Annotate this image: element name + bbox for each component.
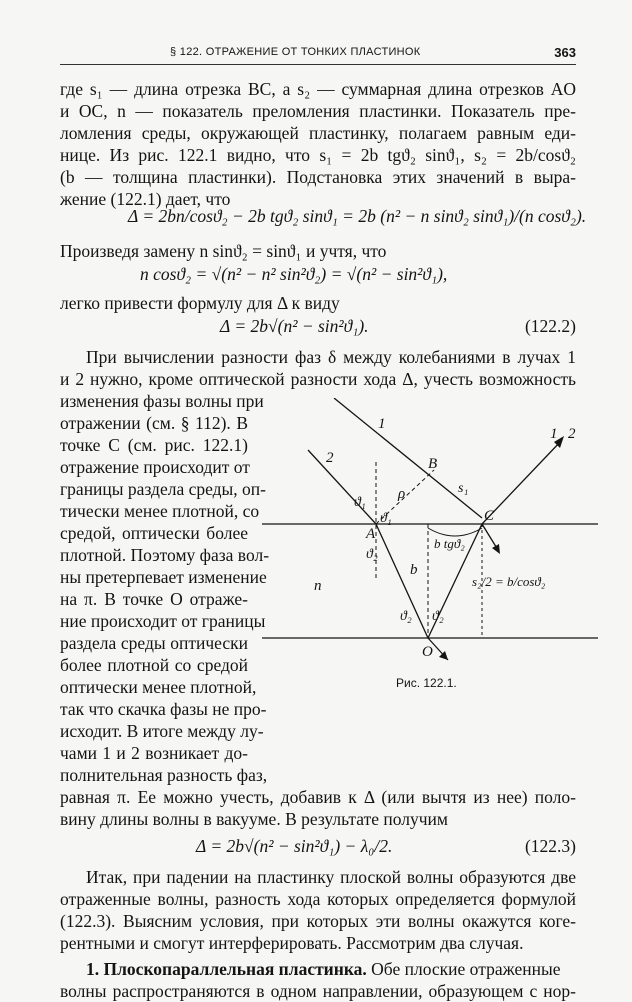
text-line: отражение происходит от bbox=[60, 457, 250, 477]
text-line: на π. В точке O отраже- bbox=[60, 589, 248, 609]
text-line: исходит. В итоге между лу- bbox=[60, 721, 264, 741]
text-line: и OC, n — показатель преломления пластинки. Показатель пре- bbox=[60, 101, 576, 121]
equation-number: (122.3) bbox=[524, 836, 576, 856]
equation-122-3: Δ = 2b√(n² − sin²ϑ₁) − λ₀/2. bbox=[196, 836, 393, 856]
label-ray1: 1 bbox=[378, 416, 386, 432]
label-theta2: ϑ₂ bbox=[432, 609, 444, 624]
label-theta2: ϑ₂ bbox=[366, 547, 378, 562]
text-line: чами 1 и 2 возникает до- bbox=[60, 743, 248, 763]
equation-ncos: n cosϑ₂ = √(n² − n² sin²ϑ₂) = √(n² − sin²ϑ₁), bbox=[140, 264, 448, 284]
section-text: Обе плоские отраженные bbox=[366, 959, 561, 979]
text-line: тически менее плотной, со bbox=[60, 501, 260, 521]
figure-thin-plate bbox=[262, 398, 598, 678]
text-line: жение (122.1) дает, что bbox=[60, 189, 231, 209]
text-line: изменения фазы волны при bbox=[60, 391, 264, 411]
text-line: (b — толщина пластинки). Подстановка этих значений в выра- bbox=[60, 167, 576, 187]
label-O: O bbox=[422, 644, 433, 660]
text-line: и 2 нужно, кроме оптической разности хода Δ, учесть возможность bbox=[60, 369, 576, 389]
label-btg: b tgϑ₂ bbox=[434, 536, 465, 551]
text-line: вину длины волны в вакууме. В результате получим bbox=[60, 809, 448, 829]
incident-ray-2 bbox=[308, 450, 376, 524]
label-theta1: ϑ₁ bbox=[354, 495, 366, 510]
page-number: 363 bbox=[554, 45, 576, 60]
equation-122-2: Δ = 2b√(n² − sin²ϑ₁). bbox=[220, 316, 369, 336]
equation-delta: Δ = 2bn/cosϑ₂ − 2b tgϑ₂ sinϑ₁ = 2b (n² − n sinϑ₂ sinϑ₁)/(n cosϑ₂). bbox=[128, 206, 587, 226]
text-line: рентными и смогут интерферировать. Рассмотрим два случая. bbox=[60, 933, 524, 953]
label-B: B bbox=[428, 456, 438, 472]
text-line: Итак, при падении на пластинку плоской волны образуются две bbox=[86, 867, 576, 887]
text-line: (122.3). Выясним условия, при которых эти волны окажутся коге- bbox=[60, 911, 576, 931]
text-line: точке C (см. рис. 122.1) bbox=[60, 435, 248, 455]
text-line: средой, оптически более bbox=[60, 523, 248, 543]
label-C: C bbox=[484, 508, 495, 524]
text-line: нице. Из рис. 122.1 видно, что s₁ = 2b tgϑ₂ sinϑ₁, s₂ = 2b/cosϑ₂ bbox=[60, 145, 576, 165]
label-s1: s₁ bbox=[458, 481, 469, 496]
label-s2-fraction: s₂/2 = b/cosϑ₂ bbox=[472, 574, 546, 589]
label-theta1: ϑ₁ bbox=[380, 511, 392, 526]
text-line: При вычислении разности фаз δ между колебаниями в лучах 1 bbox=[86, 347, 576, 367]
text-line: оптически менее плотной, bbox=[60, 677, 257, 697]
text-line: ны претерпевает изменение bbox=[60, 567, 267, 587]
text-line: равная π. Ее можно учесть, добавив к Δ (или вычтя из нее) поло- bbox=[60, 787, 576, 807]
text-line: отраженные волны, разность хода которых определяется формулой bbox=[60, 889, 576, 909]
running-header: § 122. ОТРАЖЕНИЕ ОТ ТОНКИХ ПЛАСТИНОК bbox=[170, 46, 421, 58]
equation-number: (122.2) bbox=[524, 316, 576, 336]
text-line: полнительная разность фаз, bbox=[60, 765, 268, 785]
label-n: n bbox=[314, 578, 322, 594]
text-line: границы раздела среды, оп- bbox=[60, 479, 266, 499]
text-line: Произведя замену n sinϑ₂ = sinϑ₁ и учтя, что bbox=[60, 241, 387, 261]
label-theta2: ϑ₂ bbox=[400, 609, 412, 624]
label-out2: 2 bbox=[568, 426, 576, 442]
text-line: плотной. Поэтому фаза вол- bbox=[60, 545, 270, 565]
text-line: отражении (см. § 112). В bbox=[60, 413, 248, 433]
text-line: где s₁ — длина отрезка BC, а s₂ — суммарная длина отрезков AO bbox=[60, 79, 576, 99]
text-line: так что скачка фазы не про- bbox=[60, 699, 267, 719]
label-b: b bbox=[410, 562, 418, 578]
label-rho: ρ bbox=[398, 486, 406, 502]
text-line: более плотной со средой bbox=[60, 655, 248, 675]
text-line: легко привести формулу для Δ к виду bbox=[60, 293, 340, 313]
section-heading: 1. Плоскопараллельная пластинка. bbox=[86, 959, 367, 979]
text-line: волны распространяются в одном направлении, образующем с нор- bbox=[60, 981, 576, 1001]
header-rule bbox=[60, 64, 576, 65]
figure-caption: Рис. 122.1. bbox=[396, 676, 457, 690]
label-A: A bbox=[366, 526, 376, 542]
text-line: ломления среды, окружающей пластинку, полагаем равным еди- bbox=[60, 123, 576, 143]
label-out1: 1 bbox=[550, 426, 558, 442]
arrowhead bbox=[492, 544, 500, 554]
text-line: раздела среды оптически bbox=[60, 633, 248, 653]
brace-btg bbox=[428, 528, 482, 536]
label-ray2: 2 bbox=[326, 450, 334, 466]
section-line bbox=[60, 958, 560, 980]
text-line: ние происходит от границы bbox=[60, 611, 266, 631]
